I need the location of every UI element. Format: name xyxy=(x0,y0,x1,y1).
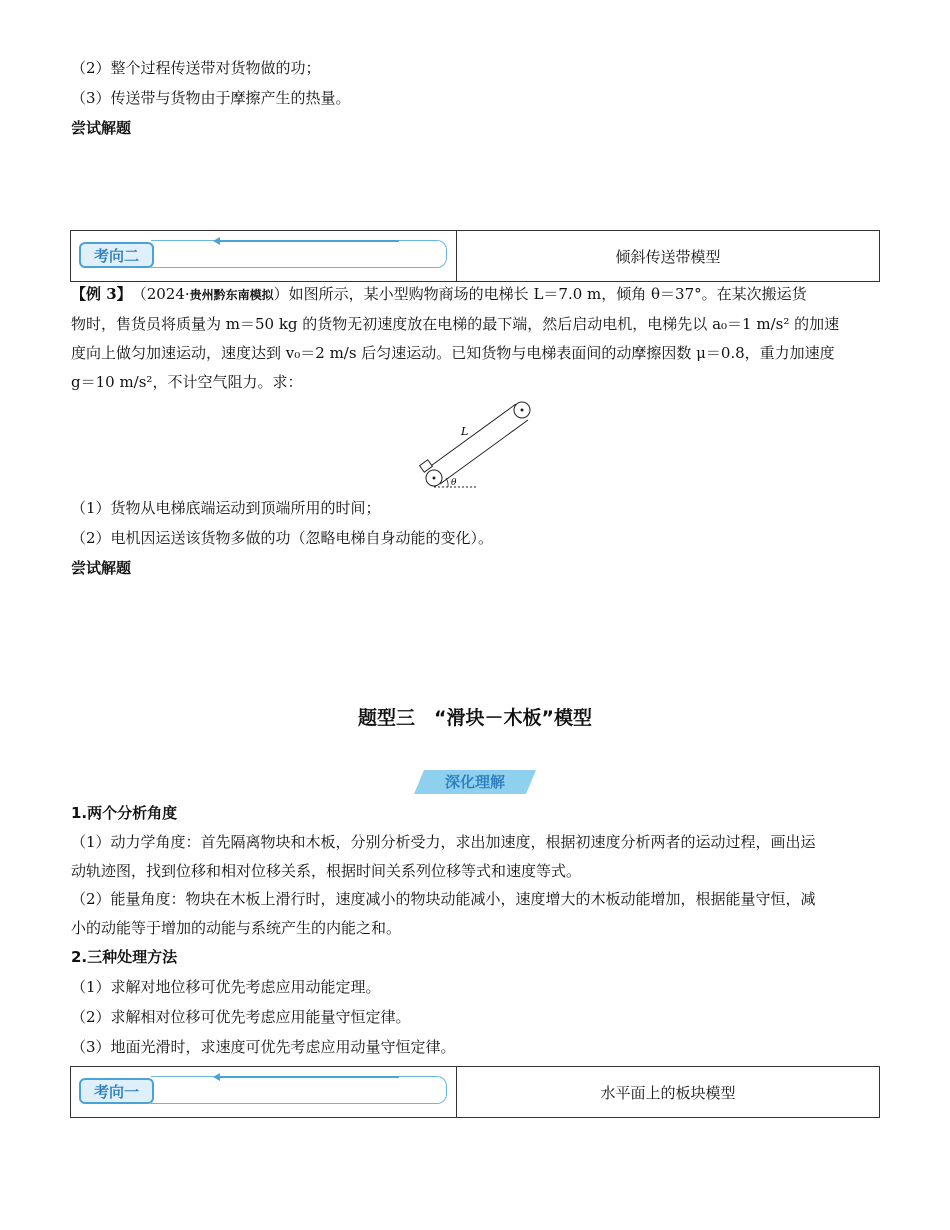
example-3-text xyxy=(71,280,879,397)
topic-box-2 xyxy=(70,230,880,282)
method-3: （3）地面光滑时，求速度可优先考虑应用动量守恒定律。 xyxy=(71,1038,456,1056)
source-label: 贵州黔东南模拟 xyxy=(189,288,274,302)
arrow-left-icon xyxy=(219,1076,399,1078)
example-3-line-2: 物时，售货员将质量为 m＝50 kg 的货物无初速度放在电梯的最下端，然后启动电机，电梯先以 a₀＝1 m/s² 的加速 xyxy=(71,315,840,333)
angle-label: θ xyxy=(451,478,457,488)
method-1: （1）求解对地位移可优先考虑应用动能定理。 xyxy=(71,978,381,996)
analysis-paragraph-1 xyxy=(71,828,879,886)
source-close: ） xyxy=(273,285,289,303)
analysis-p2-line-b: 小的动能等于增加的动能与系统产生的内能之和。 xyxy=(71,919,402,937)
badge-tube-decoration xyxy=(151,240,447,268)
example-label: 【例 3】 xyxy=(71,285,125,303)
topic-badge-cell-1 xyxy=(71,1067,457,1117)
topic-badge: 考向二 xyxy=(79,242,154,268)
source-year: （2024· xyxy=(139,285,190,303)
deepen-understanding-ribbon xyxy=(414,770,536,794)
example-question-2: （2）电机因运送该货物多做的功（忽略电梯自身动能的变化）。 xyxy=(71,529,494,547)
topic-box-1 xyxy=(70,1066,880,1118)
analysis-p1-line-a: （1）动力学角度：首先隔离物块和木板，分别分析受力，求出加速度，根据初速度分析两者的运动过程，画出运 xyxy=(71,833,816,851)
attempt-heading: 尝试解题 xyxy=(71,119,132,137)
badge-tube-decoration-1 xyxy=(151,1076,447,1104)
question-3-text: （3）传送带与货物由于摩擦产生的热量。 xyxy=(71,89,351,107)
arrow-left-icon xyxy=(219,240,399,242)
analysis-p1-line-b: 动轨迹图，找到位移和相对位移关系，根据时间关系列位移等式和速度等式。 xyxy=(71,862,582,880)
analysis-p2-line-a: （2）能量角度：物块在木板上滑行时，速度减小的物块动能减小，速度增大的木板动能增加，根据能量守恒，减 xyxy=(71,890,816,908)
escalator-figure xyxy=(418,398,536,492)
angle-arc xyxy=(446,478,448,487)
attempt-heading-2: 尝试解题 xyxy=(71,559,132,577)
method-2: （2）求解相对位移可优先考虑应用能量守恒定律。 xyxy=(71,1008,411,1026)
belt-bottom-edge xyxy=(440,420,528,484)
analysis-paragraph-2 xyxy=(71,885,879,943)
length-label: L xyxy=(461,425,469,438)
analysis-heading-1: 1.两个分析角度 xyxy=(71,804,178,822)
topic-badge-cell xyxy=(71,231,457,281)
example-question-1: （1）货物从电梯底端运动到顶端所用的时间； xyxy=(71,499,381,517)
topic-badge-1: 考向一 xyxy=(79,1078,154,1104)
ribbon-label: 深化理解 xyxy=(444,773,506,791)
bottom-pulley-axle xyxy=(433,477,436,480)
belt-top-edge xyxy=(428,404,516,468)
example-3-line-1 xyxy=(71,280,879,310)
section-title: 题型三 “滑块－木板”模型 xyxy=(358,707,592,729)
topic-title: 倾斜传送带模型 xyxy=(615,247,721,266)
analysis-heading-2: 2.三种处理方法 xyxy=(71,948,178,966)
top-pulley-axle xyxy=(521,409,524,412)
question-2-text: （2）整个过程传送带对货物做的功； xyxy=(71,59,321,77)
example-3-line-3: 度向上做匀加速运动，速度达到 v₀＝2 m/s 后匀速运动。已知货物与电梯表面间的动摩擦因数 μ＝0.8，重力加速度 xyxy=(71,344,835,362)
topic-title-1: 水平面上的板块模型 xyxy=(600,1083,736,1102)
example-3-line-4: g＝10 m/s²，不计空气阻力。求： xyxy=(71,373,303,391)
example-line-1: 如图所示，某小型购物商场的电梯长 L＝7.0 m，倾角 θ＝37°。在某次搬运货 xyxy=(288,285,807,303)
